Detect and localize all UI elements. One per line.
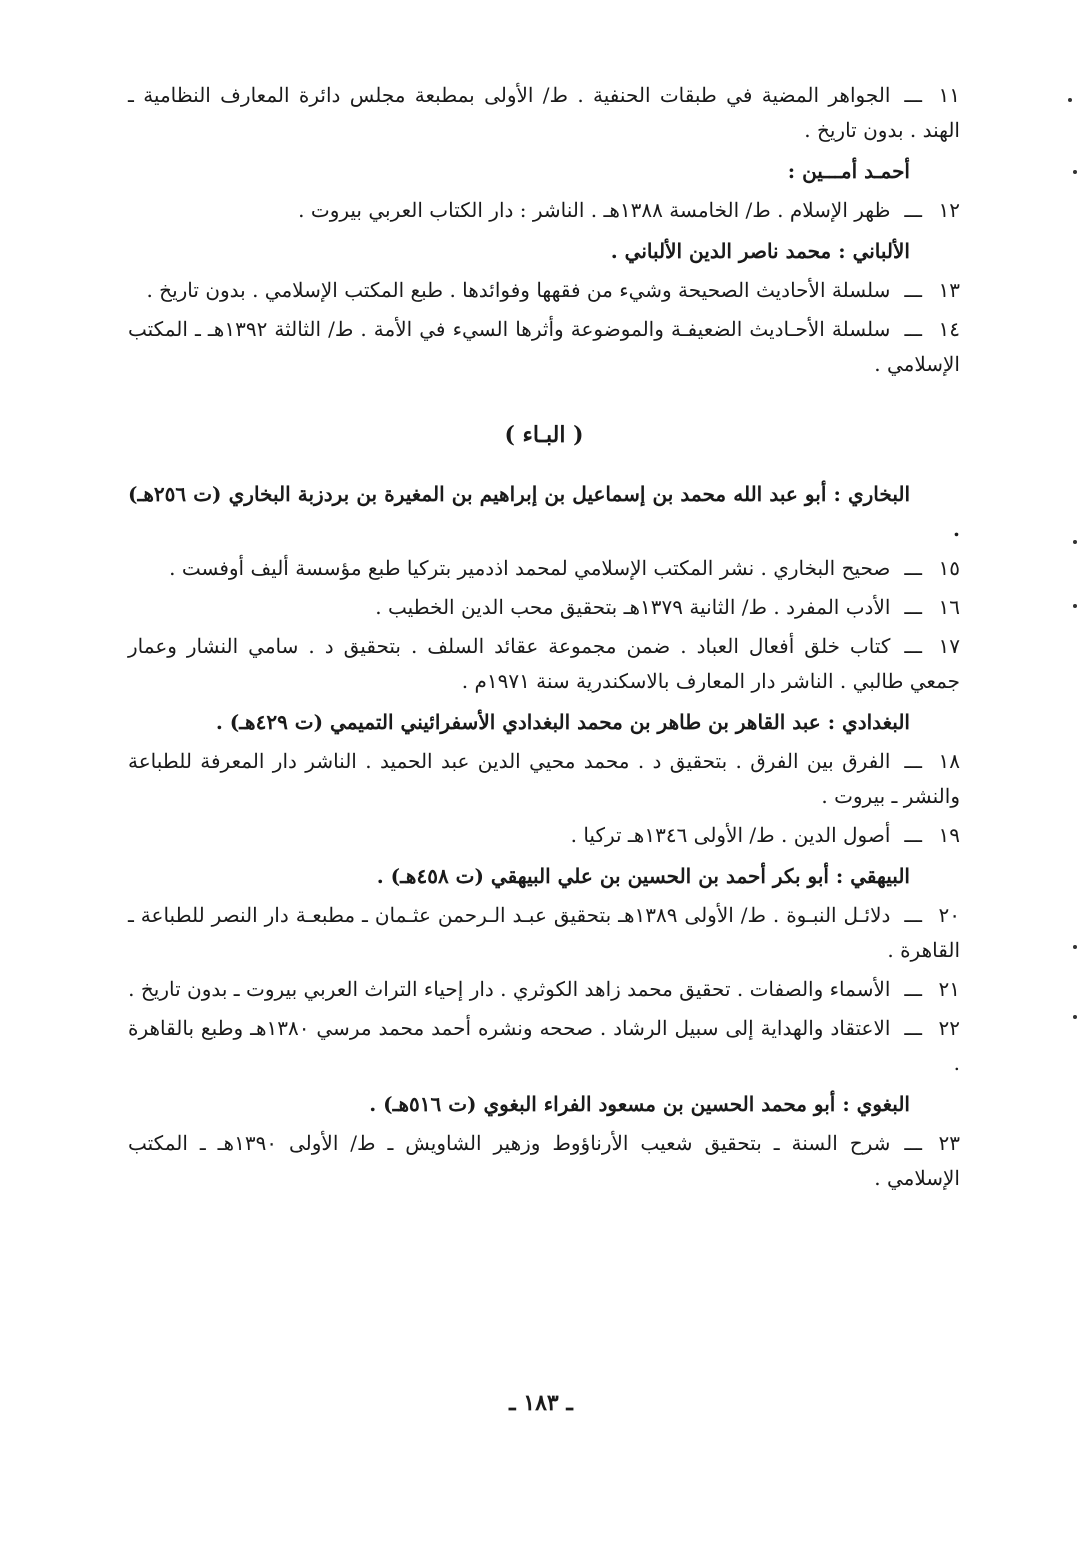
entry-number: ١٣ [938, 278, 960, 302]
entry-text: شرح السنة ـ بتحقيق شعيب الأرناؤوط وزهير الشاويش ـ ط/ الأولى ١٣٩٠هـ ـ المكتب الإسلامي . [128, 1131, 960, 1190]
entry-number: ٢٣ [938, 1131, 960, 1155]
bibliography-entry [128, 78, 960, 148]
margin-speck [1068, 98, 1072, 102]
entry-dash: ـــ [904, 198, 922, 222]
entry-number: ١٧ [938, 634, 960, 658]
margin-speck [1073, 170, 1077, 174]
entry-number: ٢٠ [938, 903, 960, 927]
entry-text: الفرق بين الفرق . بتحقيق د . محمد محيي الدين عبد الحميد . الناشر دار المعرفة للطباعة والنشر ـ بيروت . [128, 749, 960, 808]
entry-dash: ـــ [904, 903, 922, 927]
entry-dash: ـــ [904, 1131, 922, 1155]
entry-number: ١٥ [938, 556, 960, 580]
bibliography-entry [128, 744, 960, 814]
entry-dash: ـــ [904, 1016, 922, 1040]
margin-speck [1073, 1015, 1077, 1019]
entry-number: ١٩ [938, 823, 960, 847]
bibliography-entry [128, 629, 960, 699]
entry-text: الاعتقاد والهداية إلى سبيل الرشاد . صححه ونشره أحمد محمد مرسي ١٣٨٠هـ وطبع بالقاهرة . [128, 1016, 960, 1075]
bibliography-entry [128, 818, 960, 853]
entry-dash: ـــ [904, 556, 922, 580]
margin-speck [1073, 945, 1077, 949]
bibliography-entry [128, 551, 960, 586]
entry-dash: ـــ [904, 977, 922, 1001]
entry-number: ١٨ [938, 749, 960, 773]
bibliography-entry [128, 972, 960, 1007]
entry-text: سلسلة الأحاديث الصحيحة وشيء من فقهها وفوائدها . طبع المكتب الإسلامي . بدون تاريخ . [146, 278, 891, 302]
entry-number: ١٦ [938, 595, 960, 619]
author-heading: أحمـد أمـــين : [787, 159, 910, 183]
bibliography-entry [128, 1126, 960, 1196]
page-body [128, 78, 960, 1200]
entry-number: ١٢ [938, 198, 960, 222]
entry-dash: ـــ [904, 749, 922, 773]
section-heading: ( البـاء ) [504, 422, 584, 448]
entry-text: أصول الدين . ط/ الأولى ١٣٤٦هـ تركيا . [570, 823, 891, 847]
author-heading: الألباني : محمد ناصر الدين الألباني . [610, 239, 910, 263]
bibliography-entry [128, 193, 960, 228]
entry-text: دلائـل النبـوة . ط/ الأولى ١٣٨٩هـ بتحقيق عبـد الـرحمن عثـمان ـ مطبعـة دار النصر للطباعة ـ القاهرة . [128, 903, 960, 962]
author-heading: البخاري : أبو عبد الله محمد بن إسماعيل بن إبراهيم بن المغيرة بن بردزبة البخاري (ت ٢٥٦هـ) . [128, 482, 960, 541]
entry-dash: ـــ [904, 83, 922, 107]
entry-number: ٢١ [938, 977, 960, 1001]
entry-number: ١١ [938, 83, 960, 107]
entry-text: كتاب خلق أفعال العباد . ضمن مجموعة عقائد السلف . بتحقيق د . سامي النشار وعمار جمعي طالبي . الناشر دار المعارف بالاسكندرية سنة ١٩٧١م . [128, 634, 960, 693]
entry-dash: ـــ [904, 595, 922, 619]
margin-speck [1073, 540, 1077, 544]
entry-text: صحيح البخاري . نشر المكتب الإسلامي لمحمد اذدمير بتركيا طبع مؤسسة أليف أوفست . [169, 556, 891, 580]
entry-dash: ـــ [904, 634, 922, 658]
margin-speck [1073, 604, 1077, 608]
entry-text: الجواهر المضية في طبقات الحنفية . ط/ الأولى بمطبعة مجلس دائرة المعارف النظامية ـ الهند . بدون تاريخ . [128, 83, 960, 142]
bibliography-entry [128, 898, 960, 968]
entry-text: سلسلة الأحـاديث الضعيفـة والموضوعة وأثرها السيء في الأمة . ط/ الثالثة ١٣٩٢هـ ـ المكتب الإسلامي . [128, 317, 960, 376]
author-heading: البغوي : أبو محمد الحسين بن مسعود الفراء البغوي (ت ٥١٦هـ) . [369, 1092, 910, 1116]
entry-number: ٢٢ [938, 1016, 960, 1040]
author-heading: البغدادي : عبد القاهر بن طاهر بن محمد البغدادي الأسفرائيني التميمي (ت ٤٢٩هـ) . [215, 710, 910, 734]
entry-dash: ـــ [904, 278, 922, 302]
entry-text: ظهر الإسلام . ط/ الخامسة ١٣٨٨هـ . الناشر : دار الكتاب العربي بيروت . [298, 198, 891, 222]
bibliography-entry [128, 590, 960, 625]
entry-text: الأدب المفرد . ط/ الثانية ١٣٧٩هـ بتحقيق محب الدين الخطيب . [375, 595, 891, 619]
bibliography-entry [128, 1011, 960, 1081]
entry-dash: ـــ [904, 823, 922, 847]
entry-number: ١٤ [938, 317, 961, 341]
author-heading: البيهقي : أبو بكر أحمد بن الحسين بن علي البيهقي (ت ٤٥٨هـ) . [376, 864, 910, 888]
entry-text: الأسماء والصفات . تحقيق محمد زاهد الكوثري . دار إحياء التراث العربي بيروت ـ بدون تاريخ . [128, 977, 891, 1001]
entry-dash: ـــ [904, 317, 923, 341]
page-number: ـ ١٨٣ ـ [509, 1390, 573, 1416]
bibliography-entry [128, 273, 960, 308]
bibliography-entry [128, 312, 960, 382]
